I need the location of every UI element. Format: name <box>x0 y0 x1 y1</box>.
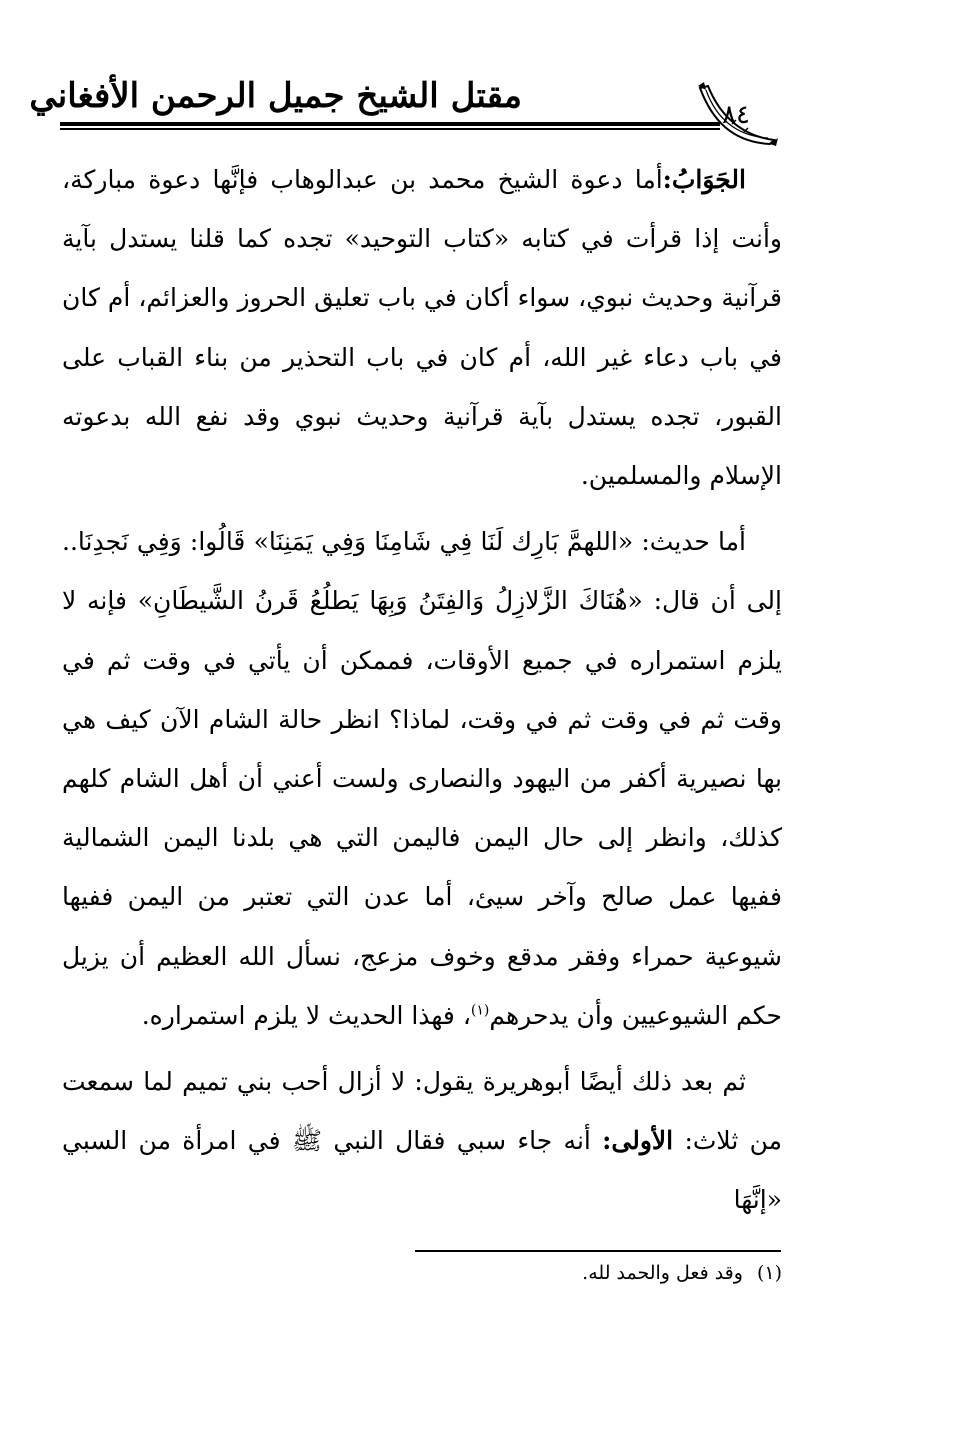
footnote <box>582 1260 782 1286</box>
header-rule-thin <box>60 128 720 130</box>
header-title: مقتل الشيخ جميل الرحمن الأفغاني <box>29 76 522 116</box>
paragraph-2 <box>62 512 782 1045</box>
paragraph-1-text: أما دعوة الشيخ محمد بن عبدالوهاب فإنَّها دعوة مباركة، وأنت إذا قرأت في كتابه «كتاب التوحيد» تجده كما قلنا يستدل بآية قرآنية وحديث نبوي، سواء أكان في باب تعليق الحروز والعزائم، أم كان في باب دعاء غير الله، أم كان في باب التحذير من بناء القباب على القبور، تجده يستدل بآية قرآنية وحديث نبوي وقد نفع الله بدعوته الإسلام والمسلمين. <box>62 165 782 491</box>
page-number: ٨٤ <box>722 100 750 130</box>
paragraph-2-text: أما حديث: «اللهمَّ بَارِك لَنَا فِي شَامِنَا وَفِي يَمَنِنَا» قَالُوا: وَفِي نَجدِنَا.. إلى أن قال: «هُنَاكَ الزَّلازِلُ وَالفِتَنُ وَبِهَا يَطلُعُ قَرنُ الشَّيطَانِ» فإنه لا يلزم استمراره في جميع الأوقات، فممكن أن يأتي في وقت ثم في وقت ثم في وقت ثم في وقت، لماذا؟ انظر حالة الشام الآن كيف هي بها نصيرية أكفر من اليهود والنصارى ولست أعني أن أهل الشام كلهم كذلك، وانظر إلى حال اليمن فاليمن التي هي بلدنا اليمن الشمالية ففيها عمل صالح وآخر سيئ، أما عدن التي تعتبر من اليمن ففيها شيوعية حمراء وفقر مدقع وخوف مزعج، نسأل الله العظيم أن يزيل حكم الشيوعيين وأن يدحرهم <box>62 527 782 1030</box>
body-text <box>62 150 782 1230</box>
answer-label: الجَوَابُ: <box>662 165 746 194</box>
footnote-rule <box>415 1250 781 1252</box>
header-rule-thick <box>60 122 720 126</box>
paragraph-3-text-a: ثم بعد ذلك أيضًا أبوهريرة يقول: لا أزال أحب بني تميم لما سمعت من ثلاث: <box>62 1067 783 1156</box>
footnote-mark: (١) <box>756 1262 782 1284</box>
paragraph-2-tail: ، فهذا الحديث لا يلزم استمراره. <box>141 1000 471 1030</box>
paragraph-3 <box>62 1052 782 1230</box>
footnote-reference: (١) <box>470 1002 490 1019</box>
paragraph-1 <box>62 150 782 505</box>
footnote-text: وقد فعل والحمد لله. <box>582 1262 743 1284</box>
first-label: الأولى: <box>602 1126 674 1156</box>
paragraph-3-text-b: أنه جاء سبي فقال النبي ﷺ في امرأة من السبي «إنَّهَا <box>62 1126 782 1215</box>
running-header <box>29 70 782 160</box>
